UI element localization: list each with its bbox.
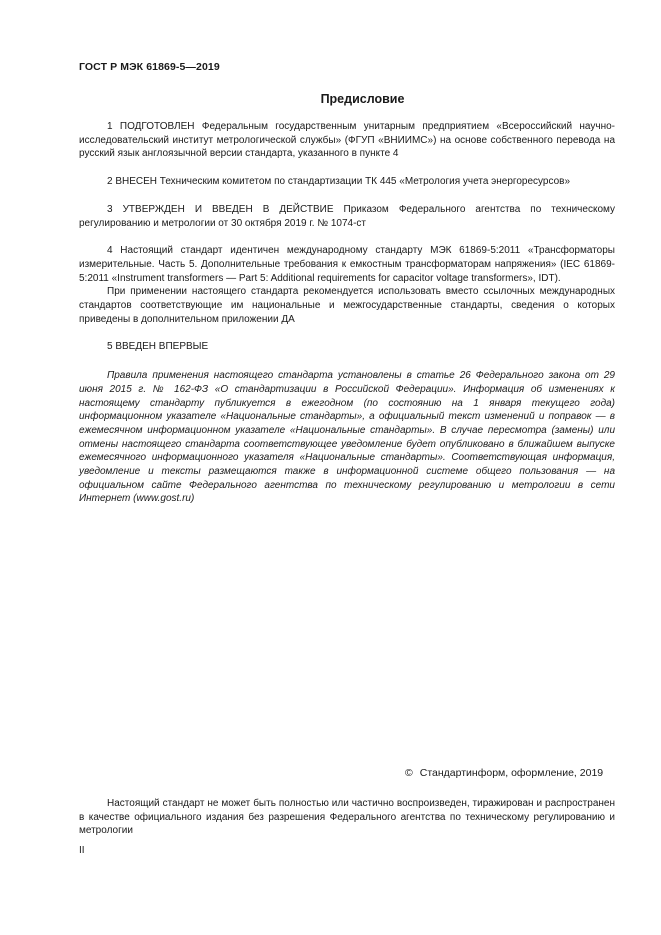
preface-item-4: 4 Настоящий стандарт идентичен международному стандарту МЭК 61869-5:2011 «Трансформаторы измерительные. Часть 5. Дополнительные требования к емкостным трансформаторам напряжения» (IEC 61869-5:2011 «Instrument transformers — Part 5: Additional requirements for capacitor voltage transformers», IDT). xyxy=(79,245,615,284)
document-header: ГОСТ Р МЭК 61869-5—2019 xyxy=(79,61,220,73)
reproduction-notice-text: Настоящий стандарт не может быть полностью или частично воспроизведен, тиражирован и распространен в качестве официального издания без разрешения Федерального агентства по техническому регулированию и метрологии xyxy=(79,798,615,837)
preface-item-2: 2 ВНЕСЕН Техническим комитетом по стандартизации ТК 445 «Метрология учета энергоресурсов» xyxy=(107,176,571,188)
application-rules-paragraph: Правила применения настоящего стандарта установлены в статье 26 Федерального закона от 29 июня 2015 г. № 162-ФЗ «О стандартизации в Российской Федерации». Информация об изменениях к настоящему стандарту публикуется в ежегодном (по состоянию на 1 января текущего года) информационном указателе «Национальные стандарты», а официальный текст изменений и поправок — в ежемесячном информационном указателе «Национальные стандарты». В случае пересмотра (замены) или отмены настоящего стандарта соответствующее уведомление будет опубликовано в ближайшем выпуске ежемесячного информационного указателя «Национальные стандарты». Соответствующая информация, уведомление и тексты размещаются также в информационной системе общего пользования — на официальном сайте Федерального агентства по техническому регулированию и метрологии в сети Интернет (www.gost.ru) xyxy=(79,370,615,505)
reproduction-notice xyxy=(79,797,615,838)
copyright-line xyxy=(405,767,603,779)
preface-item-1: 1 ПОДГОТОВЛЕН Федеральным государственным унитарным предприятием «Всероссийский научно-исследовательский институт метрологической службы» (ФГУП «ВНИИМС») на основе собственного перевода на русский язык англоязычной версии стандарта, указанного в пункте 4 xyxy=(79,121,615,160)
copyright-text: Стандартинформ, оформление, 2019 xyxy=(419,767,604,779)
preface-body xyxy=(79,120,615,506)
section-title: Предисловие xyxy=(320,92,405,106)
preface-item-3: 3 УТВЕРЖДЕН И ВВЕДЕН В ДЕЙСТВИЕ Приказом Федерального агентства по техническому регулированию и метрологии от 30 октября 2019 г. № 1074-ст xyxy=(79,203,615,229)
page-number: II xyxy=(79,845,85,856)
preface-item-4-note: При применении настоящего стандарта рекомендуется использовать вместо ссылочных международных стандартов соответствующие им национальные и межгосударственные стандарты, сведения о которых приведены в дополнительном приложении ДА xyxy=(79,286,615,325)
copyright-icon: © xyxy=(405,767,413,779)
preface-item-5: 5 ВВЕДЕН ВПЕРВЫЕ xyxy=(107,341,209,353)
